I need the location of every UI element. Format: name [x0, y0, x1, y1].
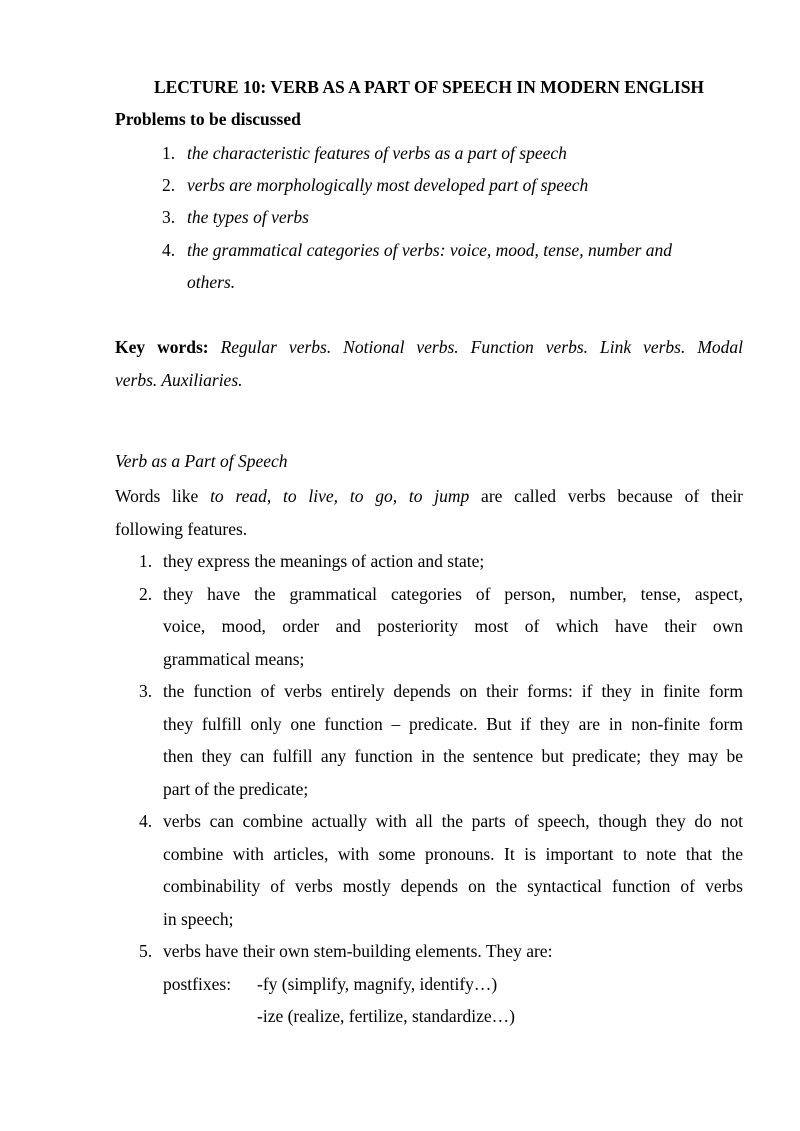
problem-item: verbs are morphologically most developed part of speech: [187, 175, 589, 195]
postfixes-label: postfixes:: [163, 974, 232, 994]
feature-number: 3.: [139, 681, 153, 701]
problems-heading: Problems to be discussed: [115, 109, 301, 129]
problem-number: 2.: [162, 175, 176, 195]
problem-number: 4.: [162, 240, 176, 260]
feature-line: then they can fulfill any function in the sentence but predicate; they may be: [163, 746, 743, 766]
key-words-line: [115, 337, 743, 358]
page-title: LECTURE 10: VERB AS A PART OF SPEECH IN MODERN ENGLISH: [153, 77, 705, 97]
feature-line: verbs can combine actually with all the parts of speech, though they do not: [163, 811, 743, 831]
feature-line: voice, mood, order and posteriority most of which have their own: [163, 616, 743, 636]
key-words-list: Regular verbs. Notional verbs. Function verbs. Link verbs. Modal: [220, 337, 744, 357]
section-heading: Verb as a Part of Speech: [115, 451, 288, 471]
problem-item: the grammatical categories of verbs: voice, mood, tense, number and: [187, 240, 673, 260]
feature-number: 1.: [139, 551, 153, 571]
postfix-item: -ize (realize, fertilize, standardize…): [257, 1006, 515, 1026]
problem-item-continuation: others.: [187, 272, 236, 292]
key-words-label: Key words:: [115, 337, 209, 357]
intro-line: [115, 486, 743, 507]
intro-suffix: are called verbs because of their: [481, 486, 744, 506]
feature-line: part of the predicate;: [163, 779, 309, 799]
feature-line: the function of verbs entirely depends on their forms: if they in finite form: [163, 681, 743, 701]
feature-line: they fulfill only one function – predicate. But if they are in non-finite form: [163, 714, 743, 734]
feature-line: they have the grammatical categories of person, number, tense, aspect,: [163, 584, 743, 604]
intro-examples: to read, to live, to go, to jump: [210, 486, 470, 506]
feature-line: combinability of verbs mostly depends on the syntactical function of verbs: [163, 876, 743, 896]
feature-line: combine with articles, with some pronouns. It is important to note that the: [163, 844, 743, 864]
intro-prefix: Words like: [115, 486, 199, 506]
feature-number: 2.: [139, 584, 153, 604]
feature-number: 5.: [139, 941, 153, 961]
feature-line: grammatical means;: [163, 649, 305, 669]
feature-number: 4.: [139, 811, 153, 831]
problem-number: 3.: [162, 207, 176, 227]
feature-line: in speech;: [163, 909, 234, 929]
feature-line: verbs have their own stem-building elements. They are:: [163, 941, 553, 961]
feature-line: they express the meanings of action and state;: [163, 551, 485, 571]
key-words-list-continuation: verbs. Auxiliaries.: [115, 370, 243, 390]
problem-item: the characteristic features of verbs as a part of speech: [187, 143, 567, 163]
postfix-item: -fy (simplify, magnify, identify…): [257, 974, 498, 994]
problem-number: 1.: [162, 143, 176, 163]
problem-item: the types of verbs: [187, 207, 309, 227]
intro-continuation: following features.: [115, 519, 248, 539]
